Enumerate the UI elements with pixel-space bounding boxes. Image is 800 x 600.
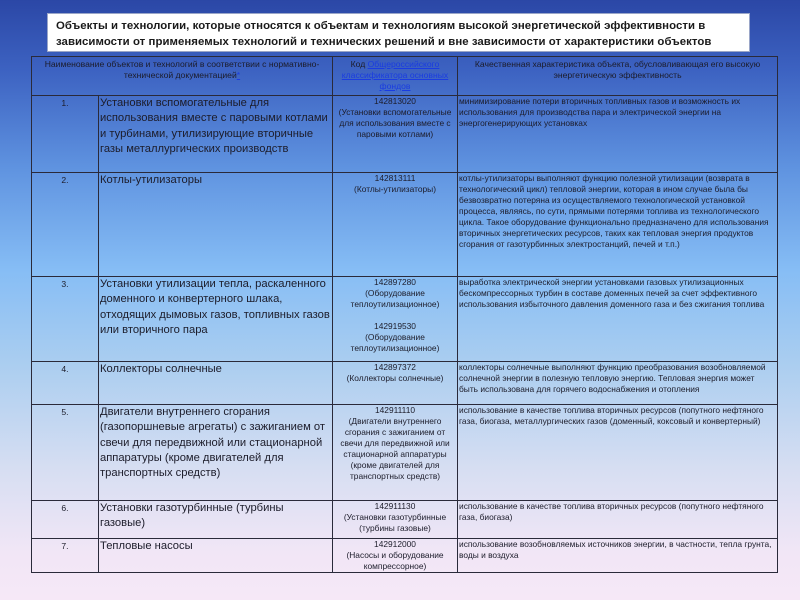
code-number: 142911130 — [374, 501, 416, 511]
row-name: Тепловые насосы — [99, 539, 333, 573]
row-number: 6. — [32, 501, 99, 539]
header-description: Качественная характеристика объекта, обусловливающая его высокую энергетическую эффективность — [458, 57, 778, 96]
slide-title: Объекты и технологии, которые относятся к объектам и технологиям высокой энергетической эффективности в зависимости от применяемых технологий и технических решений и вне зависимости от характеристики объектов — [47, 13, 750, 52]
row-code — [333, 362, 458, 405]
header-name — [32, 57, 333, 96]
table-row — [32, 173, 778, 277]
row-number: 1. — [32, 96, 99, 173]
footnote-link[interactable]: * — [236, 70, 241, 80]
row-code — [333, 277, 458, 362]
row-number: 7. — [32, 539, 99, 573]
code-number: 142897280 — [374, 277, 416, 287]
row-code — [333, 405, 458, 501]
table-row — [32, 362, 778, 405]
code-label: (Установки газотурбинные (турбины газовые) — [343, 512, 447, 533]
row-name: Установки вспомогательные для использования вместе с паровыми котлами и турбинами, утилизирующие вторичные газы металлургических производств — [99, 96, 333, 173]
row-name: Котлы-утилизаторы — [99, 173, 333, 277]
row-code — [333, 539, 458, 573]
row-name: Коллекторы солнечные — [99, 362, 333, 405]
row-description: использование возобновляемых источников энергии, в частности, тепла грунта, воды и воздуха — [458, 539, 778, 573]
code-label: (Установки вспомогательные для использования вместе с паровыми котлами) — [338, 107, 452, 139]
table-row — [32, 277, 778, 362]
row-description: использование в качестве топлива вторичных ресурсов (попутного нефтяного газа, биогаза, металлургических газов (доменный, коксовый и конвертерный) — [458, 405, 778, 501]
code-label: (Коллекторы солнечные) — [346, 373, 444, 383]
code-label: (Оборудование теплоутилизационное) — [350, 332, 440, 353]
row-number: 2. — [32, 173, 99, 277]
row-description: выработка электрической энергии установками газовых утилизационных бескомпрессорных турбин в составе доменных печей за счет эффективного использования избыточного давления доменного газа и без сжигания топлива — [458, 277, 778, 362]
table-row — [32, 501, 778, 539]
row-code — [333, 173, 458, 277]
code-label: (Оборудование теплоутилизационное) — [350, 288, 440, 309]
row-code — [333, 501, 458, 539]
row-name: Двигатели внутреннего сгорания (газопоршневые агрегаты) с зажиганием от свечи для передвижной или стационарной аппаратуры (кроме двигателей для транспортных средств) — [99, 405, 333, 501]
header-name-text: Наименование объектов и технологий в соответствии с нормативно-технической документацией — [44, 59, 320, 80]
header-code — [333, 57, 458, 96]
table-header-row — [32, 57, 778, 96]
row-description: котлы-утилизаторы выполняют функцию полезной утилизации (возврата в технологический цикл) тепловой энергии, которая в ином случае была бы безвозвратно потеряна из осуществляемого технологической установкой процесса, являясь, по сути, прямыми потерями топлива из технологического цикла. Такое оборудование функционально предназначено для использования вторичных энергетических ресурсов, таких как тепловая энергия продуктов сгорания от газотурбинных электростанций, печей и т.п.) — [458, 173, 778, 277]
code-number: 142813111 — [374, 173, 416, 183]
code-number: 142897372 — [374, 362, 416, 372]
row-description: коллекторы солнечные выполняют функцию преобразования возобновляемой солнечной энергии в полезную тепловую энергию. Тепловая энергия может быть использована для горячего водоснабжения и отопления — [458, 362, 778, 405]
row-code — [333, 96, 458, 173]
row-description: минимизирование потери вторичных топливных газов и возможность их использования для производства пара и электрической энергии на энергогенерирующих установках — [458, 96, 778, 173]
code-label: (Насосы и оборудование компрессорное) — [346, 550, 444, 571]
row-description: использование в качестве топлива вторичных ресурсов (попутного нефтяного газа, биогаза) — [458, 501, 778, 539]
code-label: (Котлы-утилизаторы) — [354, 184, 436, 194]
code-number: 142813020 — [374, 96, 416, 106]
code-label: (Двигатели внутреннего сгорания с зажиганием от свечи для передвижной или стационарной аппаратуры (кроме двигателей для транспортных средств) — [340, 416, 450, 481]
row-number: 3. — [32, 277, 99, 362]
row-name: Установки газотурбинные (турбины газовые) — [99, 501, 333, 539]
header-code-prefix: Код — [350, 59, 368, 69]
row-number: 5. — [32, 405, 99, 501]
okof-link[interactable]: Общероссийского классификатора основных фондов — [341, 59, 449, 91]
row-name: Установки утилизации тепла, раскаленного доменного и конвертерного шлака, отходящих дымовых газов, топливных газов или вторичного пара — [99, 277, 333, 362]
table-row — [32, 539, 778, 573]
code-number: 142911110 — [374, 405, 416, 415]
code-number: 142919530 — [374, 321, 416, 331]
table-row — [32, 405, 778, 501]
energy-efficiency-table — [31, 56, 778, 573]
row-number: 4. — [32, 362, 99, 405]
table-row — [32, 96, 778, 173]
code-number: 142912000 — [374, 539, 416, 549]
